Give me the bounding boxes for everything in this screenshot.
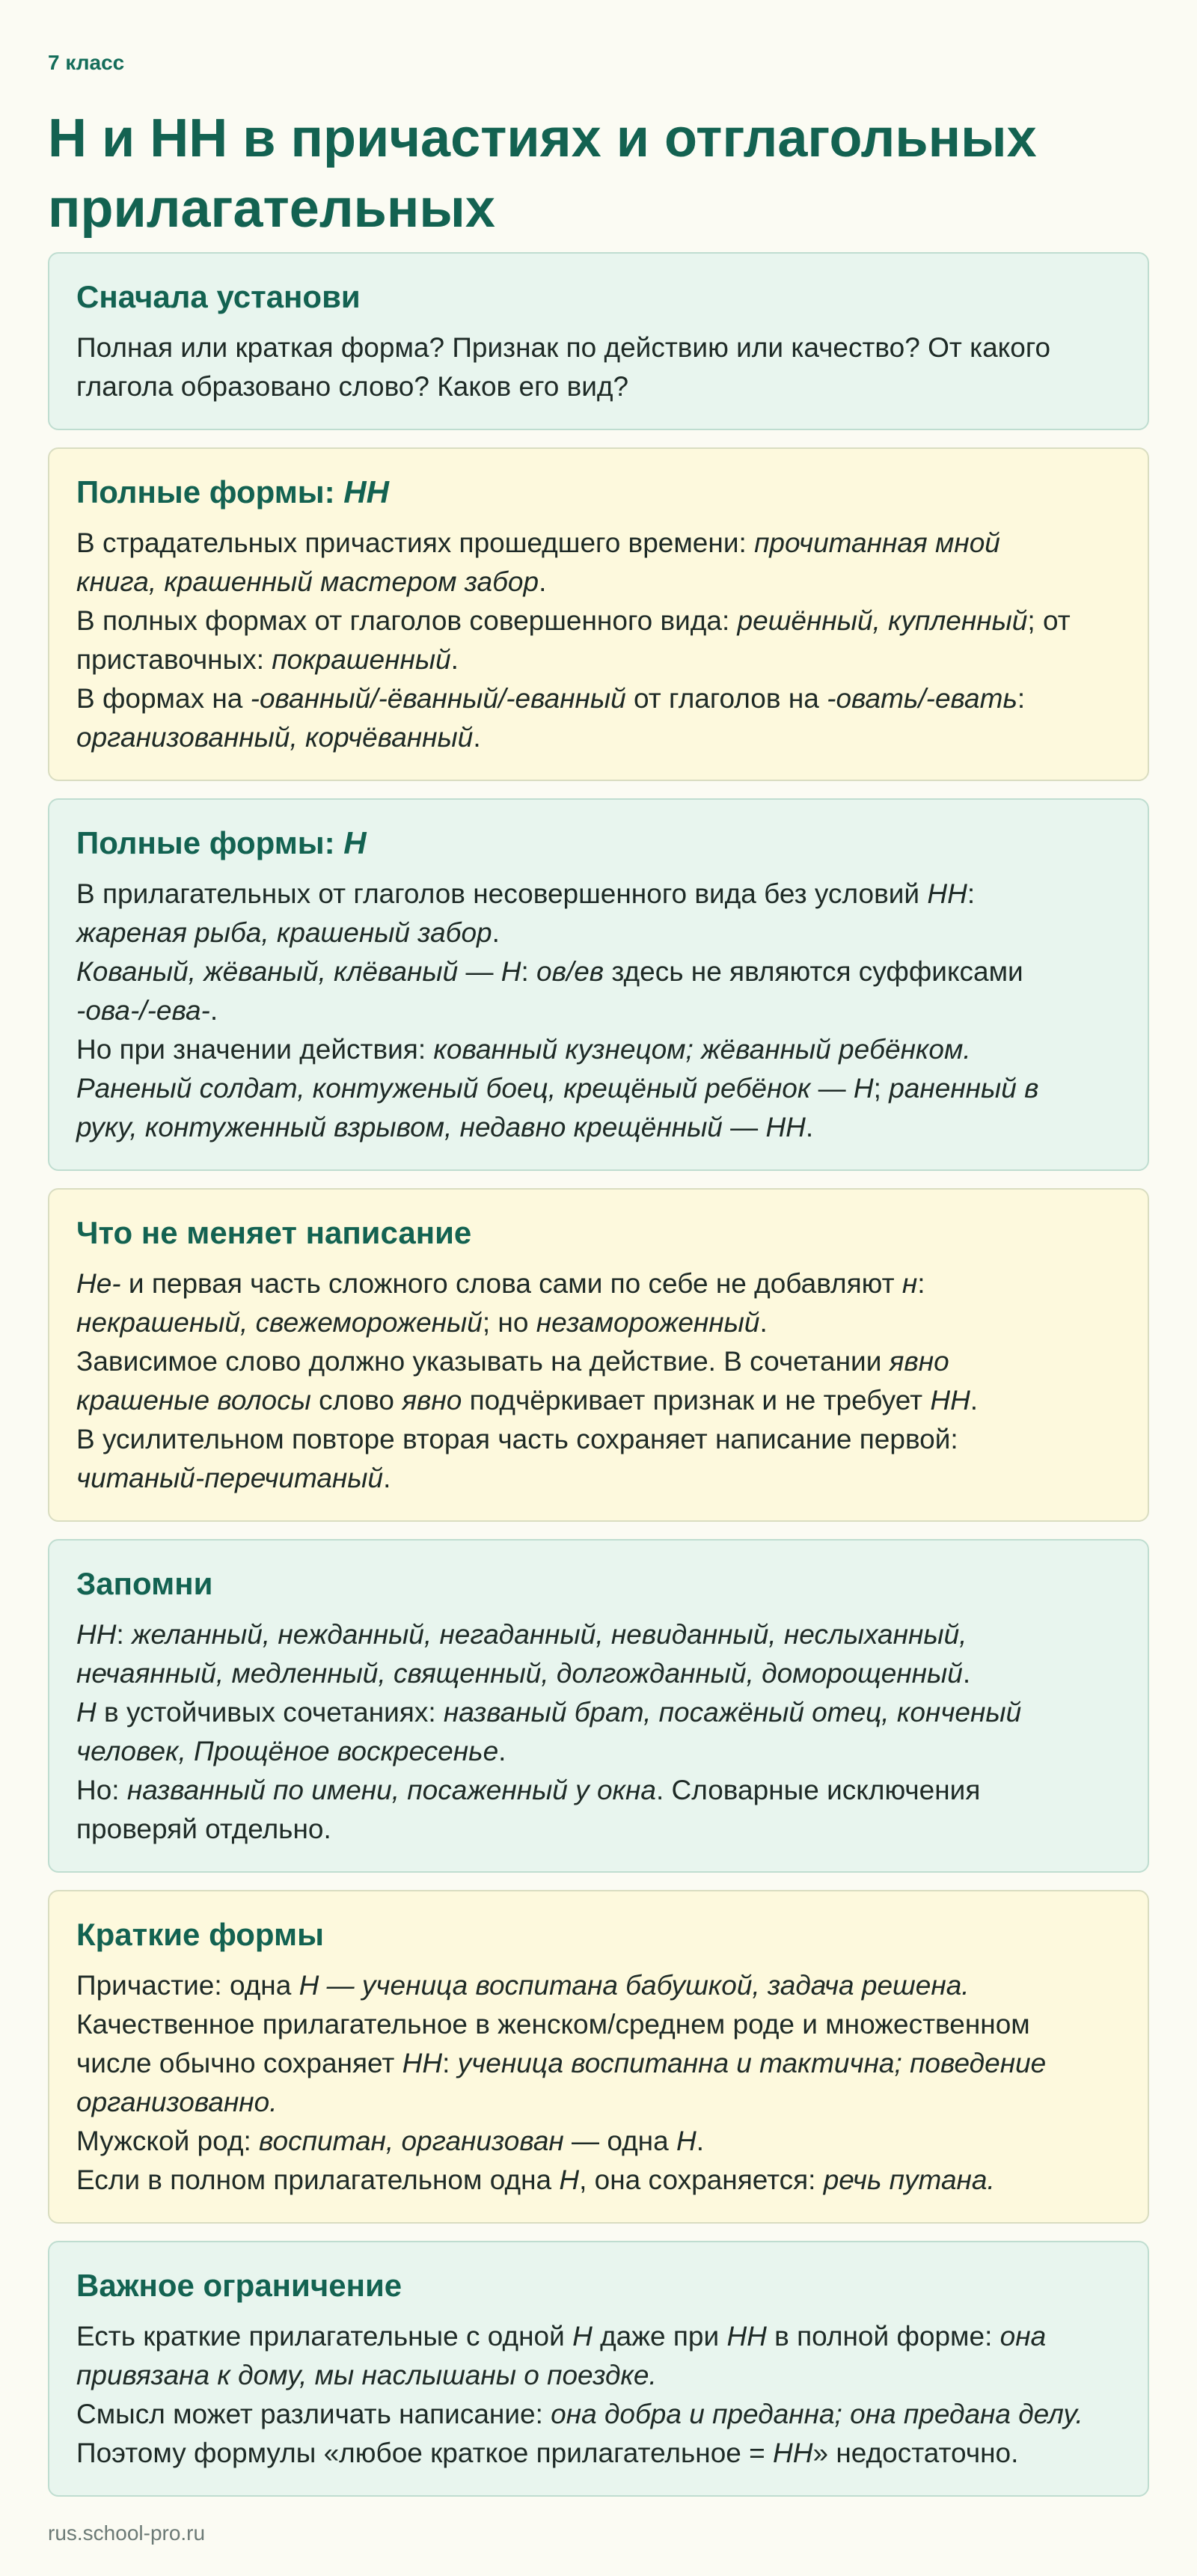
emphasis-text: прочитанная мной bbox=[754, 527, 1000, 558]
text-segment: числе обычно сохраняет bbox=[76, 2048, 402, 2078]
emphasis-text: кованный кузнецом; жёванный ребёнком. bbox=[433, 1034, 971, 1065]
emphasis-text: она bbox=[999, 2321, 1047, 2352]
text-segment: В полных формах от глаголов совершенного вида: bbox=[76, 605, 738, 636]
text-line bbox=[76, 1342, 1121, 1381]
text-segment: Но: bbox=[76, 1775, 127, 1805]
text-segment: Причастие: одна bbox=[76, 1970, 299, 2001]
text-line bbox=[76, 2122, 1121, 2161]
emphasis-text: организованный, корчёванный bbox=[76, 722, 474, 753]
text-segment: В страдательных причастиях прошедшего времени: bbox=[76, 527, 755, 558]
text-line bbox=[76, 1069, 1121, 1108]
text-segment: Если в полном прилагательном одна bbox=[76, 2164, 560, 2195]
text-segment: от глаголов на bbox=[625, 683, 827, 714]
text-line bbox=[76, 524, 1121, 563]
text-line bbox=[76, 563, 1121, 602]
text-line bbox=[76, 2083, 1121, 2122]
text-segment: Полные формы: bbox=[76, 474, 344, 510]
text-segment: Но при значении действия: bbox=[76, 1034, 434, 1065]
emphasis-text: -ова-/-ева- bbox=[76, 995, 210, 1026]
text-line bbox=[76, 1030, 1121, 1069]
text-line bbox=[76, 2434, 1121, 2473]
card-title bbox=[76, 1211, 1121, 1255]
text-segment: : bbox=[521, 956, 537, 987]
text-line bbox=[76, 2317, 1121, 2356]
text-line bbox=[76, 2044, 1121, 2083]
emphasis-text: речь путана. bbox=[823, 2164, 995, 2195]
text-line bbox=[76, 1381, 1121, 1420]
text-line bbox=[76, 1732, 1121, 1771]
text-line bbox=[76, 1108, 1121, 1147]
card-body bbox=[76, 1264, 1121, 1498]
card-first-step bbox=[48, 252, 1149, 430]
emphasis-text: привязана к дому, мы наслышаны о поездке. bbox=[76, 2360, 657, 2390]
emphasis-text: НН bbox=[726, 2321, 767, 2352]
text-segment: . bbox=[962, 1658, 971, 1689]
card-body bbox=[76, 328, 1121, 406]
page-title bbox=[48, 103, 1037, 244]
text-line bbox=[76, 875, 1121, 914]
text-segment: ; но bbox=[482, 1307, 536, 1338]
text-line bbox=[76, 1615, 1121, 1654]
emphasis-text: ов/ев bbox=[536, 956, 604, 987]
text-segment: приставочных: bbox=[76, 644, 272, 675]
text-segment: Полная или краткая форма? Признак по действию или качество? От какого bbox=[76, 332, 1051, 363]
text-segment: : bbox=[967, 878, 976, 909]
text-segment: . bbox=[450, 644, 459, 675]
emphasis-text: читаный-перечитаный bbox=[76, 1463, 384, 1493]
text-line bbox=[76, 1810, 1121, 1849]
emphasis-text: Раненый солдат, контуженый боец, крещёный ребёнок bbox=[76, 1073, 811, 1104]
text-segment: В прилагательных от глаголов несовершенного вида без условий bbox=[76, 878, 928, 909]
card-title bbox=[76, 2263, 1121, 2308]
text-line bbox=[76, 1264, 1121, 1303]
text-segment: — bbox=[722, 1112, 766, 1142]
text-line bbox=[76, 914, 1121, 952]
text-segment: : bbox=[1017, 683, 1026, 714]
emphasis-text: НН bbox=[927, 878, 967, 909]
text-segment: в устойчивых сочетаниях: bbox=[96, 1697, 444, 1728]
text-segment: и первая часть сложного слова сами по себе не добавляют bbox=[120, 1268, 902, 1299]
text-segment: слово bbox=[310, 1385, 402, 1416]
text-segment: . bbox=[473, 722, 481, 753]
emphasis-text: раненный в bbox=[889, 1073, 1039, 1104]
text-segment: Важное ограничение bbox=[76, 2268, 402, 2303]
card-body bbox=[76, 875, 1121, 1147]
card-title bbox=[76, 1561, 1121, 1606]
text-segment: » недостаточно. bbox=[812, 2438, 1019, 2468]
text-segment: Поэтому формулы «любое краткое прилагательное = bbox=[76, 2438, 774, 2468]
emphasis-text: НН bbox=[930, 1385, 970, 1416]
emphasis-text: некрашеный, свежемороженый bbox=[76, 1307, 483, 1338]
text-segment: здесь не являются суффиксами bbox=[604, 956, 1023, 987]
card-title bbox=[76, 1912, 1121, 1957]
emphasis-text: Н bbox=[676, 2126, 697, 2156]
text-segment: Краткие формы bbox=[76, 1917, 324, 1952]
emphasis-text: Не- bbox=[76, 1268, 121, 1299]
emphasis-text: -овать/-евать bbox=[827, 683, 1017, 714]
grade-label: 7 класс bbox=[48, 51, 125, 74]
text-line bbox=[76, 367, 1121, 406]
text-line bbox=[76, 2161, 1121, 2200]
text-segment: Сначала установи bbox=[76, 279, 361, 314]
emphasis-text: крашеные волосы bbox=[76, 1385, 311, 1416]
text-segment: — bbox=[458, 956, 501, 987]
text-line bbox=[76, 1654, 1121, 1693]
emphasis-text: Кованый, жёваный, клёваный bbox=[76, 956, 459, 987]
text-segment: Зависимое слово должно указывать на действие. В сочетании bbox=[76, 1346, 890, 1377]
text-segment: — одна bbox=[563, 2126, 676, 2156]
emphasis-text: нечаянный, медленный, священный, долгожданный, доморощенный bbox=[76, 1658, 963, 1689]
emphasis-text: НН bbox=[402, 2048, 443, 2078]
text-segment: Смысл может различать написание: bbox=[76, 2399, 551, 2429]
card-full-forms-nn bbox=[48, 447, 1149, 781]
text-segment: глагола образовано слово? Каков его вид? bbox=[76, 371, 629, 402]
text-segment: : bbox=[116, 1619, 132, 1650]
text-line bbox=[76, 328, 1121, 367]
card-full-forms-n bbox=[48, 798, 1149, 1171]
card-short-forms bbox=[48, 1890, 1149, 2224]
text-segment: В формах на bbox=[76, 683, 251, 714]
emphasis-text: она добра и преданна; она предана делу. bbox=[551, 2399, 1083, 2429]
emphasis-text: ученица воспитанна и тактична; поведение bbox=[457, 2048, 1047, 2078]
emphasis-text: книга, крашенный мастером забор bbox=[76, 566, 539, 597]
text-segment: . bbox=[492, 917, 500, 948]
text-line bbox=[76, 1420, 1121, 1459]
emphasis-text: НН bbox=[773, 2438, 813, 2468]
text-line bbox=[76, 1771, 1121, 1810]
text-segment: . bbox=[209, 995, 218, 1026]
card-body bbox=[76, 1615, 1121, 1849]
text-line bbox=[76, 640, 1121, 679]
emphasis-text: н bbox=[901, 1268, 918, 1299]
text-segment: ; от bbox=[1027, 605, 1071, 636]
card-body bbox=[76, 1966, 1121, 2200]
text-line bbox=[76, 991, 1121, 1030]
text-segment: подчёркивает признак и не требует bbox=[462, 1385, 931, 1416]
text-segment: даже при bbox=[592, 2321, 727, 2352]
text-segment: . bbox=[498, 1736, 506, 1766]
text-segment: проверяй отдельно. bbox=[76, 1814, 331, 1844]
text-line bbox=[76, 602, 1121, 640]
text-segment: Мужской род: bbox=[76, 2126, 260, 2156]
text-segment: Запомни bbox=[76, 1566, 213, 1601]
page-title-line-1: Н и НН в причастиях и отглагольных bbox=[48, 108, 1037, 168]
emphasis-text: -ованный/-ёванный/-еванный bbox=[250, 683, 626, 714]
emphasis-text: решённый, купленный bbox=[737, 605, 1028, 636]
text-line bbox=[76, 1966, 1121, 2005]
emphasis-text: Н bbox=[572, 2321, 593, 2352]
card-important-limit bbox=[48, 2241, 1149, 2497]
page-title-line-2: прилагательных bbox=[48, 179, 495, 239]
emphasis-text: воспитан, организован bbox=[259, 2126, 564, 2156]
emphasis-text: жареная рыба, крашеный забор bbox=[76, 917, 492, 948]
text-line bbox=[76, 952, 1121, 991]
card-no-change bbox=[48, 1188, 1149, 1522]
text-segment: . bbox=[383, 1463, 391, 1493]
emphasis-text: Н bbox=[853, 1073, 874, 1104]
text-line bbox=[76, 2356, 1121, 2395]
emphasis-text: Н bbox=[559, 2164, 580, 2195]
emphasis-text: Н bbox=[500, 956, 521, 987]
text-segment: В усилительном повторе вторая часть сохраняет написание первой: bbox=[76, 1424, 958, 1454]
emphasis-text: НН bbox=[343, 474, 389, 510]
text-segment: в полной форме: bbox=[766, 2321, 1000, 2352]
text-line bbox=[76, 2395, 1121, 2434]
text-segment: Есть краткие прилагательные с одной bbox=[76, 2321, 573, 2352]
text-line bbox=[76, 679, 1121, 718]
text-line bbox=[76, 718, 1121, 757]
text-segment: . bbox=[759, 1307, 768, 1338]
emphasis-text: Н bbox=[76, 1697, 97, 1728]
text-segment: . bbox=[539, 566, 547, 597]
text-line bbox=[76, 2005, 1121, 2044]
text-segment: Полные формы: bbox=[76, 825, 344, 860]
card-title bbox=[76, 470, 1121, 515]
emphasis-text: Н — ученица воспитана бабушкой, задача решена. bbox=[299, 1970, 970, 2001]
emphasis-text: желанный, нежданный, негаданный, невиданный, неслыханный, bbox=[132, 1619, 967, 1650]
emphasis-text: названый брат, посажёный отец, конченый bbox=[443, 1697, 1022, 1728]
emphasis-text: НН bbox=[765, 1112, 806, 1142]
footer-site: rus.school-pro.ru bbox=[48, 2521, 206, 2545]
text-segment: . bbox=[805, 1112, 814, 1142]
emphasis-text: Н bbox=[343, 825, 367, 860]
text-segment: . bbox=[696, 2126, 704, 2156]
emphasis-text: покрашенный bbox=[272, 644, 451, 675]
text-segment: . Словарные исключения bbox=[655, 1775, 981, 1805]
card-remember bbox=[48, 1539, 1149, 1873]
card-body bbox=[76, 524, 1121, 757]
card-title bbox=[76, 821, 1121, 866]
emphasis-text: НН bbox=[76, 1619, 117, 1650]
text-segment: Качественное прилагательное в женском/среднем роде и множественном bbox=[76, 2009, 1030, 2040]
text-segment: Что не меняет написание bbox=[76, 1215, 472, 1250]
emphasis-text: человек, Прощёное воскресенье bbox=[76, 1736, 499, 1766]
emphasis-text: явно bbox=[889, 1346, 949, 1377]
text-segment: : bbox=[442, 2048, 458, 2078]
text-line bbox=[76, 1459, 1121, 1498]
text-segment: . bbox=[970, 1385, 979, 1416]
text-segment: : bbox=[917, 1268, 925, 1299]
text-segment: — bbox=[810, 1073, 854, 1104]
emphasis-text: явно bbox=[402, 1385, 462, 1416]
text-line bbox=[76, 1693, 1121, 1732]
text-segment: ; bbox=[873, 1073, 890, 1104]
emphasis-text: незамороженный bbox=[536, 1307, 760, 1338]
text-line bbox=[76, 1303, 1121, 1342]
emphasis-text: названный по имени, посаженный у окна bbox=[126, 1775, 656, 1805]
emphasis-text: руку, контуженный взрывом, недавно крещённый bbox=[76, 1112, 723, 1142]
text-segment: , она сохраняется: bbox=[579, 2164, 824, 2195]
card-body bbox=[76, 2317, 1121, 2473]
card-title bbox=[76, 275, 1121, 319]
emphasis-text: организованно. bbox=[76, 2087, 278, 2117]
